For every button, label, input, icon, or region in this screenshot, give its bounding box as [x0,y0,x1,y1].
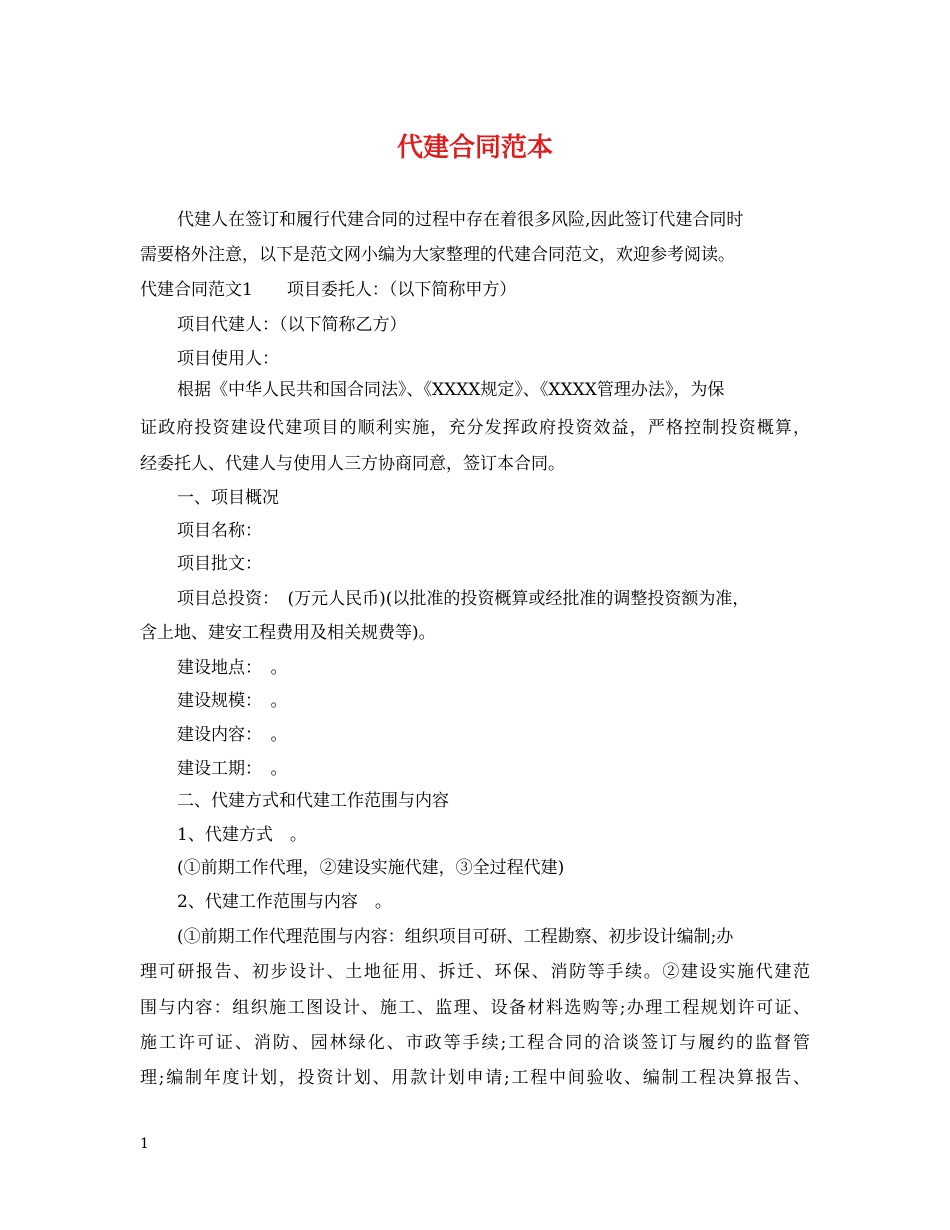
paragraph-line: 根据《中华人民共和国合同法》、《XXXX规定》、《XXXX管理办法》，为保 [177,380,725,400]
paragraph-line: 含上地、建安工程费用及相关规费等)。 [140,623,436,643]
paragraph-line: 经委托人、代建人与使用人三方协商同意，签订本合同。 [140,454,565,474]
paragraph-line: 理;编制年度计划，投资计划、用款计划申请;工程中间验收、编制工程决算报告、 [140,1068,810,1088]
paragraph-line: 项目名称： [177,521,262,541]
paragraph-line: (①前期工作代理范围与内容：组织项目可研、工程勘察、初步设计编制;办 [177,927,734,947]
paragraph-line: 建设地点： 。 [177,658,288,678]
paragraph-line: 2、代建工作范围与内容 。 [177,892,392,912]
paragraph-line: 1、代建方式 。 [177,825,307,845]
paragraph-line: 围与内容：组织施工图设计、施工、监理、设备材料选购等;办理工程规划许可证、 [140,998,810,1018]
paragraph-line: 施工许可证、消防、园林绿化、市政等手续;工程合同的洽谈签订与履约的监督管 [140,1033,810,1053]
document-title: 代建合同范本 [396,133,553,163]
paragraph-line: 项目使用人： [177,349,279,369]
paragraph-line: 需要格外注意，以下是范文网小编为大家整理的代建合同范文，欢迎参考阅读。 [140,245,735,265]
paragraph-line: 建设规模： 。 [177,691,288,711]
paragraph-line: 项目总投资： (万元人民币)(以批准的投资概算或经批准的调整投资额为准， [177,589,750,609]
paragraph-line: 理可研报告、初步设计、土地征用、拆迁、环保、消防等手续。②建设实施代建范 [140,962,810,982]
section-heading: 二、代建方式和代建工作范围与内容 [177,791,449,811]
paragraph-line: 建设内容： 。 [177,725,288,745]
page-number: 1 [140,1136,149,1152]
paragraph-line: 建设工期： 。 [177,759,288,779]
paragraph-line: 项目批文： [177,554,262,574]
section-heading: 一、项目概况 [177,488,279,508]
paragraph-line: 项目代建人：（以下简称乙方） [177,315,407,335]
paragraph-line: 代建合同范文1 项目委托人：（以下简称甲方） [140,280,517,300]
paragraph-line: (①前期工作代理，②建设实施代建，③全过程代建) [177,858,565,878]
paragraph-line: 证政府投资建设代建项目的顺利实施，充分发挥政府投资效益，严格控制投资概算， [140,418,810,438]
paragraph-line: 代建人在签订和履行代建合同的过程中存在着很多风险,因此签订代建合同时 [177,210,744,230]
